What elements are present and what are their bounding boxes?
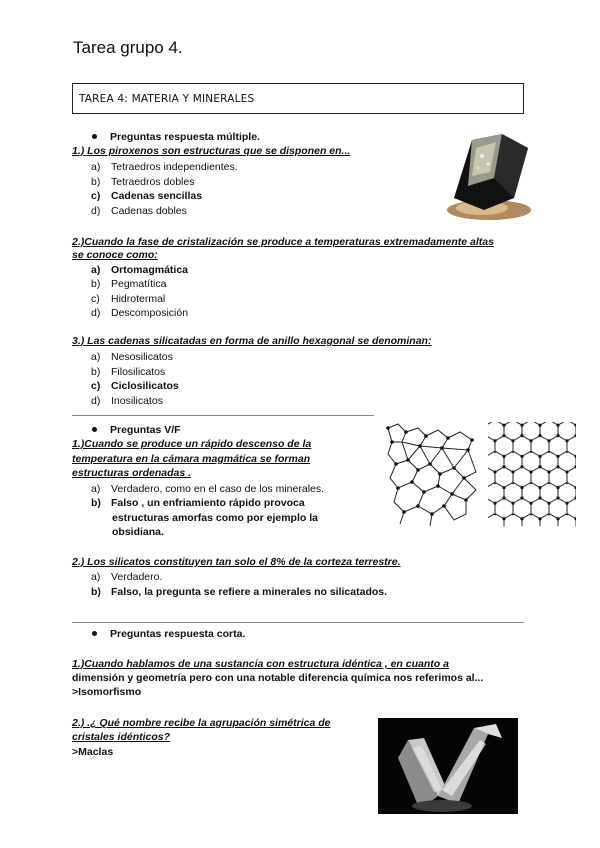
question-2-line-1: 2.)Cuando la fase de cristalización se produce a temperaturas extremadamente altas bbox=[72, 236, 494, 248]
section2-bullet-text: Preguntas V/F bbox=[110, 424, 181, 436]
section2-bullet bbox=[72, 424, 181, 436]
short-question-1-line-2: dimensión y geometría pero con una notable diferencia química nos referimos al... bbox=[72, 672, 484, 684]
vf2-option-a: a) Verdadero. bbox=[91, 571, 163, 583]
short-answer-1: >Isomorfismo bbox=[72, 686, 142, 698]
question-1: 1.) Los piroxenos son estructuras que se disponen en... bbox=[72, 145, 351, 157]
q3-option-c: c) Ciclosilicatos bbox=[91, 380, 179, 392]
vf-question-2: 2.) Los silicatos constituyen tan solo el 8% de la corteza terrestre. bbox=[72, 556, 401, 568]
q2-option-d: d) Descomposición bbox=[91, 307, 189, 319]
vf-question-1-line-2: temperatura en la cámara magmática se forman bbox=[72, 453, 311, 465]
q1-option-d: d) Cadenas dobles bbox=[91, 205, 187, 217]
vf-question-1-line-1: 1.)Cuando se produce un rápido descenso de la bbox=[72, 438, 312, 450]
vf1-option-b: b) Falso , un enfriamiento rápido provoca estructuras amorfas como por ejemplo la obsidiana. bbox=[91, 497, 318, 538]
q1-option-b: b) Tetraedros dobles bbox=[91, 176, 195, 188]
q1-option-c: c) Cadenas sencillas bbox=[91, 190, 203, 202]
twinned-crystal-image bbox=[378, 718, 518, 814]
pyroxene-mineral-image bbox=[434, 128, 536, 223]
section-divider-2 bbox=[72, 622, 524, 623]
q3-option-a: a) Nesosilicatos bbox=[91, 351, 173, 363]
page-title: Tarea grupo 4. bbox=[73, 38, 183, 57]
vf-question-1-line-3: estructuras ordenadas . bbox=[72, 467, 192, 479]
section-divider-1 bbox=[72, 415, 374, 416]
silicate-amorphous-structure-image bbox=[384, 420, 480, 528]
short-question-1-line-1: 1.)Cuando hablamos de una sustancia con estructura idéntica , en cuanto a bbox=[72, 658, 449, 670]
task-heading-box: TAREA 4: MATERIA Y MINERALES bbox=[72, 83, 524, 114]
section1-bullet bbox=[72, 131, 260, 143]
section3-bullet-text: Preguntas respuesta corta. bbox=[110, 628, 246, 640]
section3-bullet bbox=[72, 628, 245, 640]
vf1-option-a: a) Verdadero, como en el caso de los minerales. bbox=[91, 483, 325, 495]
short-answer-2: >Maclas bbox=[72, 746, 114, 758]
q2-option-a: a) Ortomagmática bbox=[91, 264, 189, 276]
question-2-line-2: se conoce como: bbox=[72, 249, 158, 261]
short-question-2-line-1: 2.) .¿ Qué nombre recibe la agrupación simétrica de bbox=[72, 717, 331, 729]
short-question-2-line-2: cristales idénticos? bbox=[72, 731, 171, 743]
vf2-option-b: b) Falso, la pregunta se refiere a minerales no silicatados. bbox=[91, 586, 388, 598]
section1-bullet-text: Preguntas respuesta múltiple. bbox=[110, 131, 260, 143]
question-3: 3.) Las cadenas silicatadas en forma de anillo hexagonal se denominan: bbox=[72, 335, 432, 347]
q3-option-d: d) Inosilicatos bbox=[91, 395, 163, 407]
q1-option-a: a) Tetraedros independientes. bbox=[91, 161, 238, 173]
q2-option-b: b) Pegmatítica bbox=[91, 278, 167, 290]
q3-option-b: b) Filosilicatos bbox=[91, 366, 166, 378]
silicate-crystalline-structure-image bbox=[486, 420, 578, 528]
q2-option-c: c) Hidrotermal bbox=[91, 293, 166, 305]
